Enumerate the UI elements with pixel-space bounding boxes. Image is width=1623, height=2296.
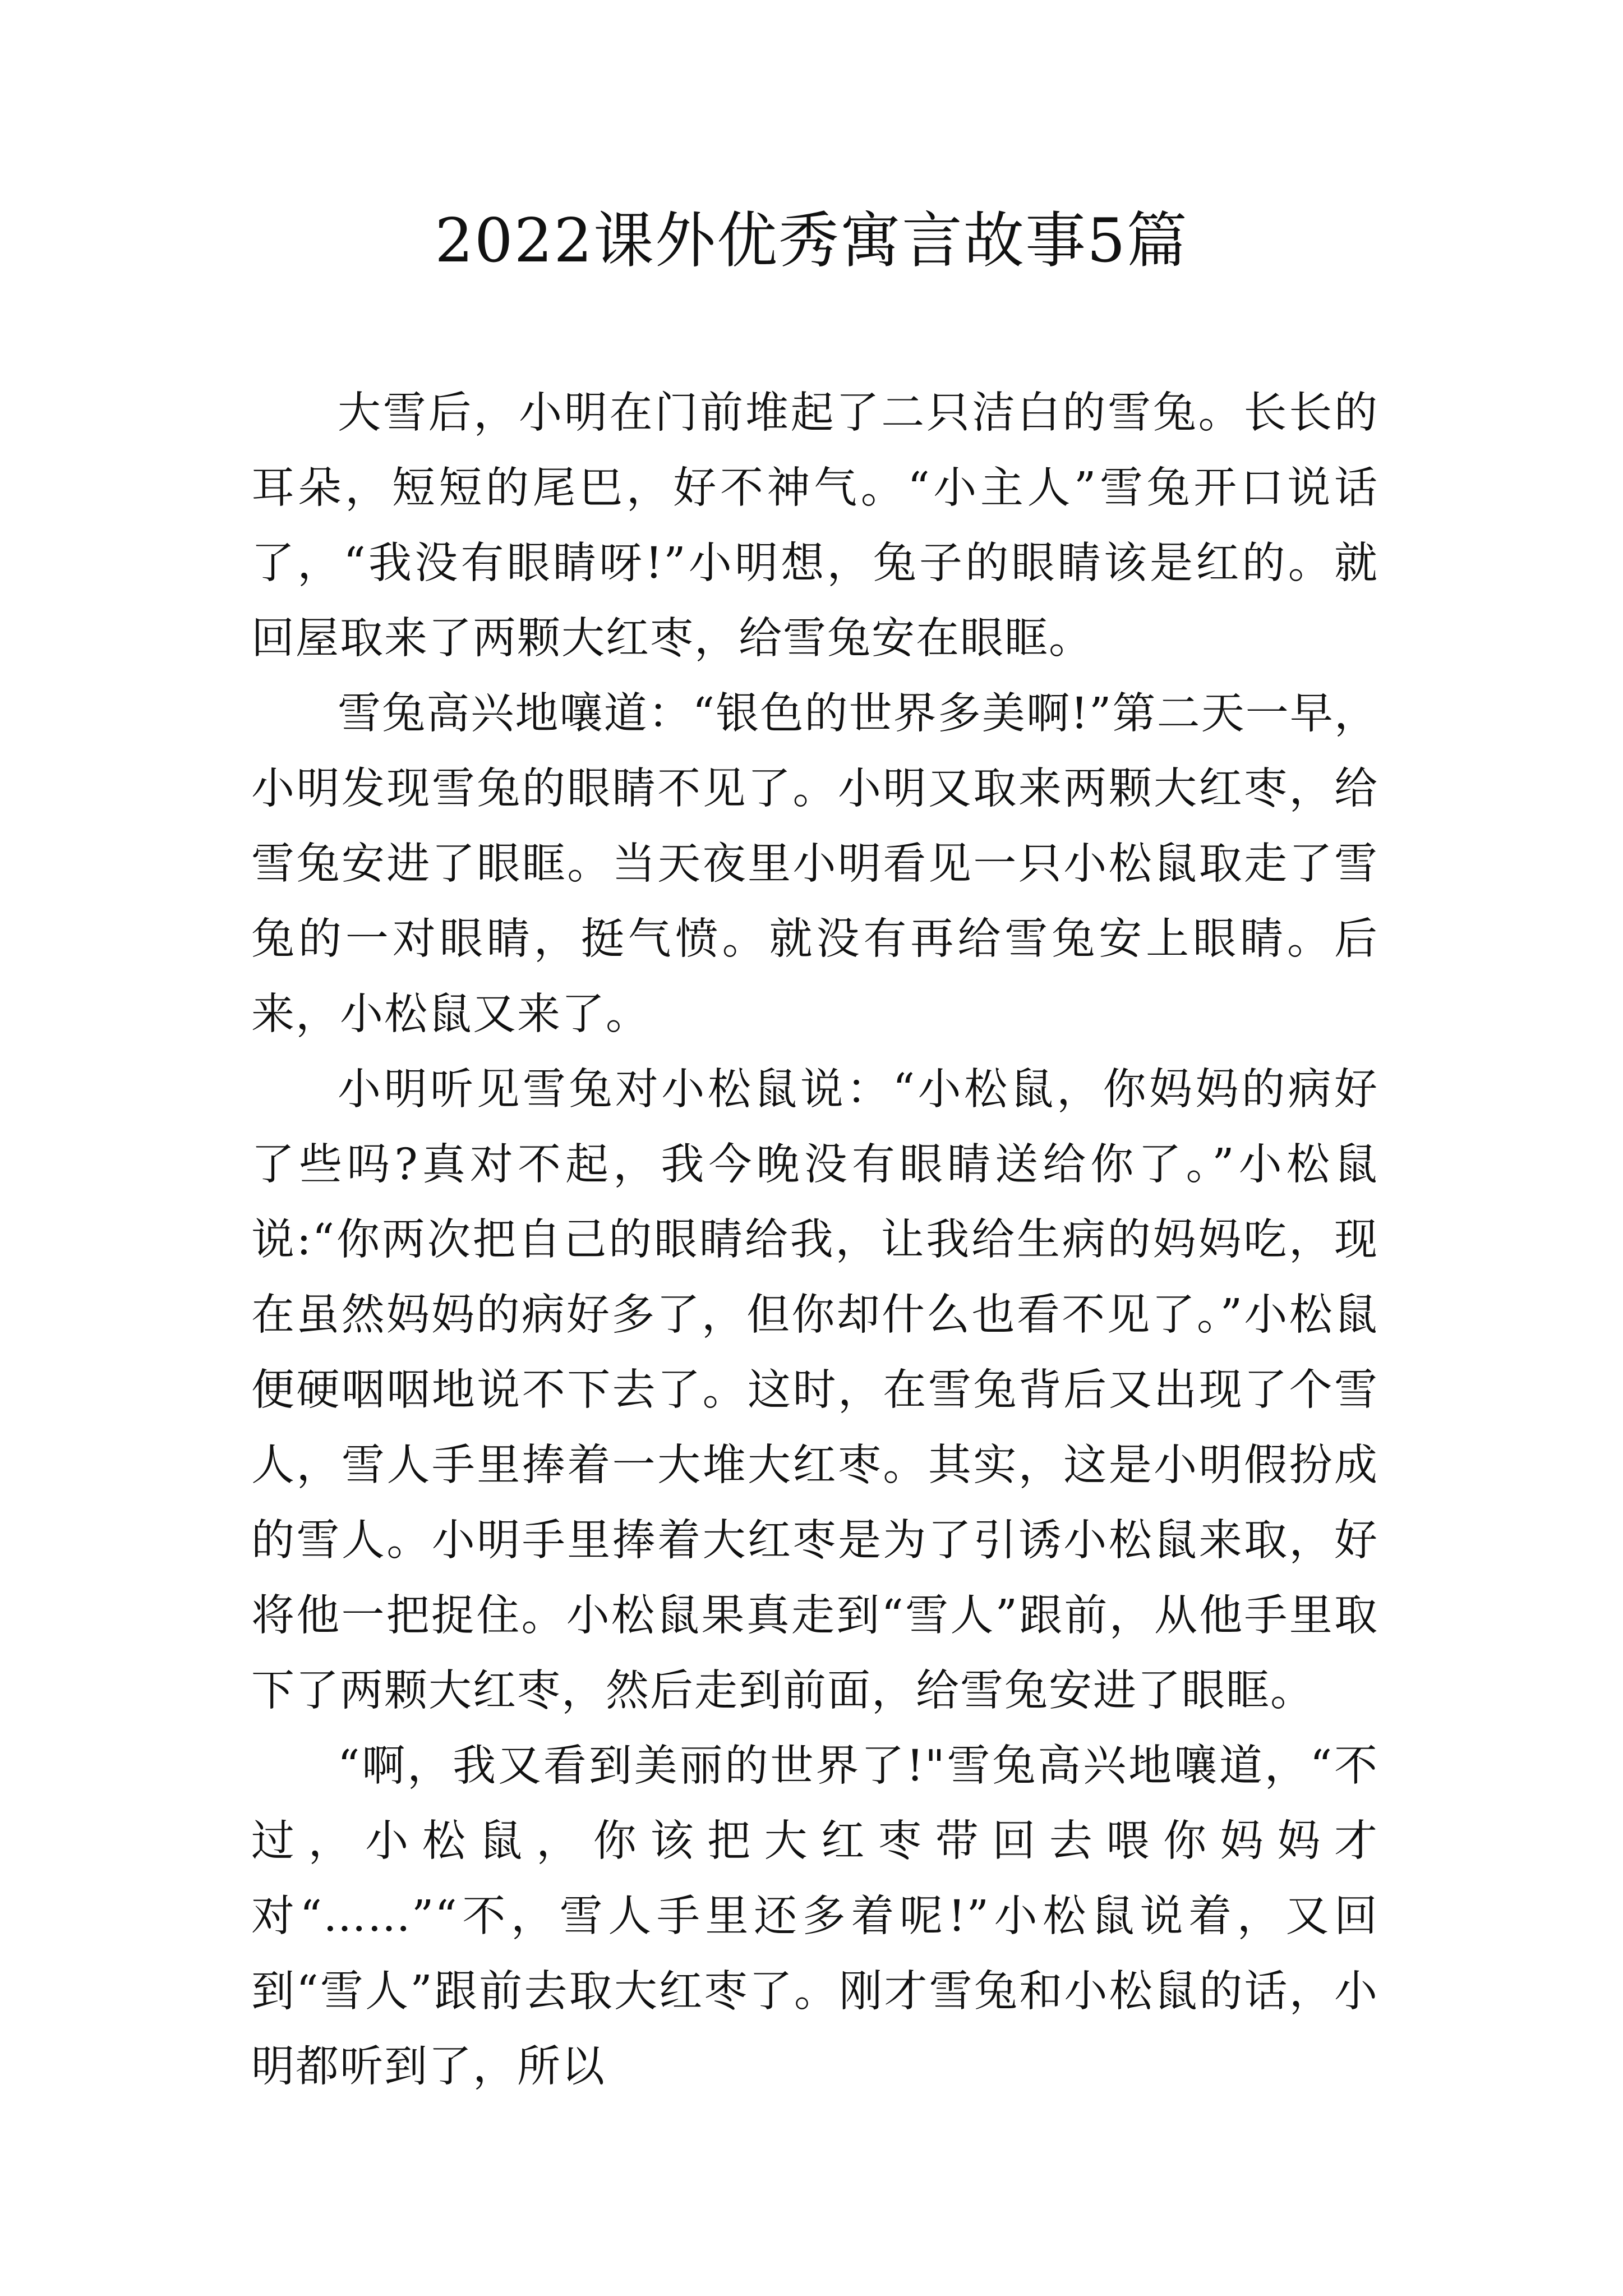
document-title: 2022课外优秀寓言故事5篇 [435, 206, 1188, 276]
paragraph-2: 雪兔高兴地嚷道：“银色的世界多美啊!”第二天一早，小明发现雪兔的眼睛不见了。小明又取来两颗大红枣，给雪兔安进了眼眶。当天夜里小明看见一只小松鼠取走了雪兔的一对眼睛，挺气愤。就没有再给雪兔安上眼睛。后来，小松鼠又来了。 [251, 689, 1378, 1039]
paragraph-1: 大雪后，小明在门前堆起了二只洁白的雪兔。长长的耳朵，短短的尾巴，好不神气。“小主人”雪兔开口说话了，“我没有眼睛呀!”小明想，兔子的眼睛该是红的。就回屋取来了两颗大红枣，给雪兔安在眼眶。 [251, 388, 1378, 664]
document-body [251, 376, 1378, 2105]
paragraph-3: 小明听见雪兔对小松鼠说：“小松鼠，你妈妈的病好了些吗?真对不起，我今晚没有眼睛送给你了。”小松鼠说:“你两次把自己的眼睛给我，让我给生病的妈妈吃，现在虽然妈妈的病好多了，但你却什么也看不见了。”小松鼠便硬咽咽地说不下去了。这时，在雪兔背后又出现了个雪人，雪人手里捧着一大堆大红枣。其实，这是小明假扮成的雪人。小明手里捧着大红枣是为了引诱小松鼠来取，好将他一把捉住。小松鼠果真走到“雪人”跟前，从他手里取下了两颗大红枣，然后走到前面，给雪兔安进了眼眶。 [251, 1065, 1378, 1716]
paragraph-4: “啊，我又看到美丽的世界了!"雪兔高兴地嚷道，“不过，小松鼠，你该把大红枣带回去喂你妈妈才对“……”“不，雪人手里还多着呢!”小松鼠说着，又回到“雪人”跟前去取大红枣了。刚才雪兔和小松鼠的话，小明都听到了，所以 [251, 1741, 1378, 2092]
